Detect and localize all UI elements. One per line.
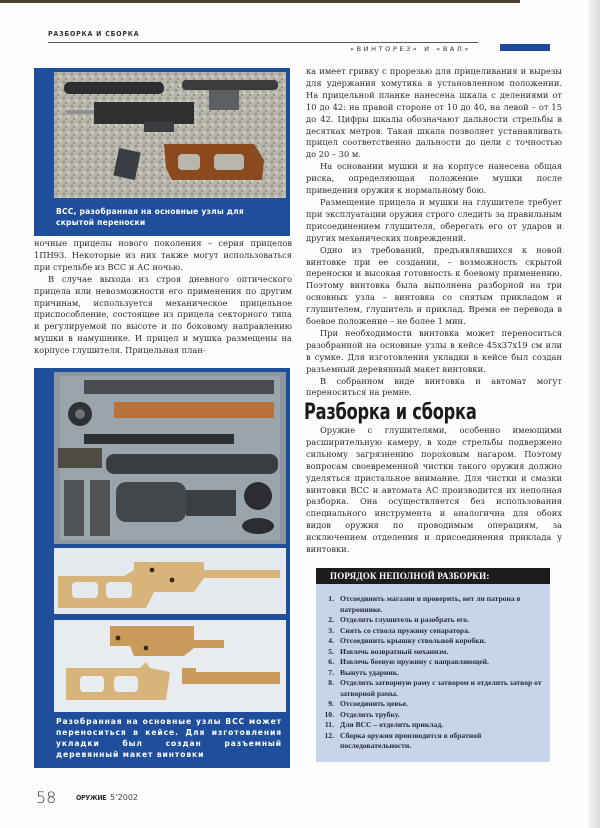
photo-wooden-mockup-assembled [54,548,286,614]
step-number: 8. [328,678,334,687]
section-body [306,425,562,556]
photo-rifle-on-gravel [54,72,286,198]
procedure-step [324,647,546,658]
step-number: 10. [324,709,334,719]
procedure-step [324,699,546,710]
article-right-column [306,66,562,399]
article-left-column [34,238,292,357]
photo-carrying-case [54,372,286,544]
figure-caption: ВСС, разобранная на основные узлы для скрытой переноски [56,207,244,227]
paragraph: ночные прицелы нового поколения – серия прицелов 1ПН93. Некоторые из них также могут использоваться при стрельбе из ВСС и АС ночью. [34,238,292,272]
step-number: 3. [328,625,334,635]
step-number: 4. [328,636,334,645]
paragraph: На основании мушки и на корпусе нанесена общая риска, определяющая положение мушки после приведения оружия к нормальному бою. [306,161,562,196]
step-text: Отделить затворную раму с затвором и отделить затвор от затворной рамы. [340,678,542,698]
paragraph: Размещение прицела и мушки на глушителе требует при эксплуатации оружия строго следить за правильным присоединением глушителя, оберегать его от ударов и других механических повреждений. [306,196,562,243]
procedure-step [324,678,546,699]
step-text: Извлечь боевую пружину с направляющей. [340,657,489,666]
procedure-step [324,594,546,615]
figure-carrying-case [34,368,290,768]
section-heading: Разборка и сборка [304,400,477,425]
step-text: Извлечь возвратный механизм. [340,646,449,656]
series-title: «ВИНТОРЕЗ» И «ВАЛ» [350,45,471,53]
section-label: РАЗБОРКА И СБОРКА [48,30,140,38]
step-number: 5. [328,646,334,656]
step-number: 1. [328,594,334,603]
procedure-step [324,657,546,668]
figure-disassembled-rifle [34,68,290,236]
step-number: 7. [328,667,334,677]
procedure-step [324,731,546,752]
procedure-title: ПОРЯДОК НЕПОЛНОЙ РАЗБОРКИ: [316,568,550,584]
step-number: 12. [324,730,334,740]
magazine-logo: ОРУЖИЕ [76,794,107,802]
step-text: Сборка оружия производится в обратной последовательности. [340,730,482,750]
paragraph: В случае выхода из строя дневного оптического прицела или невозможности его применения по другим причинам, используется механическое прицельное приспособление, состоящее из прицела секторного типа и регулируемой по высоте и по боковому направлению мушки в намушнике. И прицел и мушка размещены на корпусе глушителя. Прицельная план- [34,273,292,356]
procedure-step [324,720,546,731]
procedure-steps [324,594,546,752]
step-number: 9. [328,699,334,708]
procedure-box [316,568,550,762]
procedure-step [324,710,546,721]
paragraph: ка имеет гривку с прорезью для прицеливания и вырезы для удержания хомутика в установленном положении. На прицельной планке нанесена шкала с делениями от 10 до 42: на правой стороне от 10 до 40, на левой – от 15 до 42. Цифры шкалы обозначают дальности стрельбы в десятках метров. Такая шкала позволяет устанавливать прицел соответственно дальности до цели с точностью до 20 – 30 м. [306,66,562,160]
step-number: 11. [324,720,334,729]
page-gutter-shadow [588,0,600,828]
issue-number: 5’2002 [110,793,138,802]
photo-wooden-mockup-disassembled [54,620,286,712]
step-text: Отделить глушитель и разобрать его. [340,615,469,624]
paragraph: В собранном виде винтовка и автомат могут переноситься на ремне. [306,375,562,398]
step-text: Отсоединить магазин и проверить, нет ли патрона в патроннике. [340,594,521,614]
paragraph: Одно из требований, предъявлявшихся к новой винтовке при ее создании, – возможность скрытой переноски и высокая готовность к боевому применению. Поэтому винтовка была выполнена разборной на три основных узла – винтовка со снятым прикладом и глушителем, глушитель и приклад. Время ее перевода в боевое положение – не более 1 мин. [306,244,562,327]
step-text: Отсоединить крышку ствольной коробки. [340,636,486,645]
procedure-step [324,626,546,637]
procedure-step [324,615,546,626]
step-number: 2. [328,615,334,624]
step-text: Отделить трубку. [340,709,400,719]
paragraph: Оружие с глушителями, особенно имеющими расширительную камеру, в ходе стрельбы подвержено сильному загрязнению пороховым нагаром. Поэтому вопросам своевременной чистки такого оружия должно уделяться пристальное внимание. Для чистки и смазки винтовки ВСС и автомата АС производится их неполная разборка. Она осуществляется без использования специального инструмента и аналогична для обоих видов оружия по проводимым операциям, за исключением отделения и присоединения приклада у винтовки. [306,425,562,555]
header-rule [48,42,478,43]
page-number: 58 [36,788,57,807]
series-accent-bar [500,44,550,51]
step-text: Снять со ствола пружину сепаратора. [340,625,470,635]
step-number: 6. [328,657,334,666]
top-edge-band [0,0,520,3]
paragraph: При необходимости винтовка может переноситься разобранной на основные узлы в кейсе 45х37х19 см или в сумке. Для изготовления укладки в кейсе был создан разъемный деревянный макет винтовки. [306,327,562,374]
step-text: Для ВСС – отделить приклад. [340,720,444,729]
step-text: Отсоединить цевье. [340,699,408,708]
figure-caption: Разобранная на основные узлы ВСС может переноситься в кейсе. Для изготовления укладки был создан разъемный деревянный макет винтовки [56,717,282,759]
procedure-step [324,636,546,647]
procedure-step [324,668,546,679]
step-text: Вынуть ударник. [340,667,400,677]
